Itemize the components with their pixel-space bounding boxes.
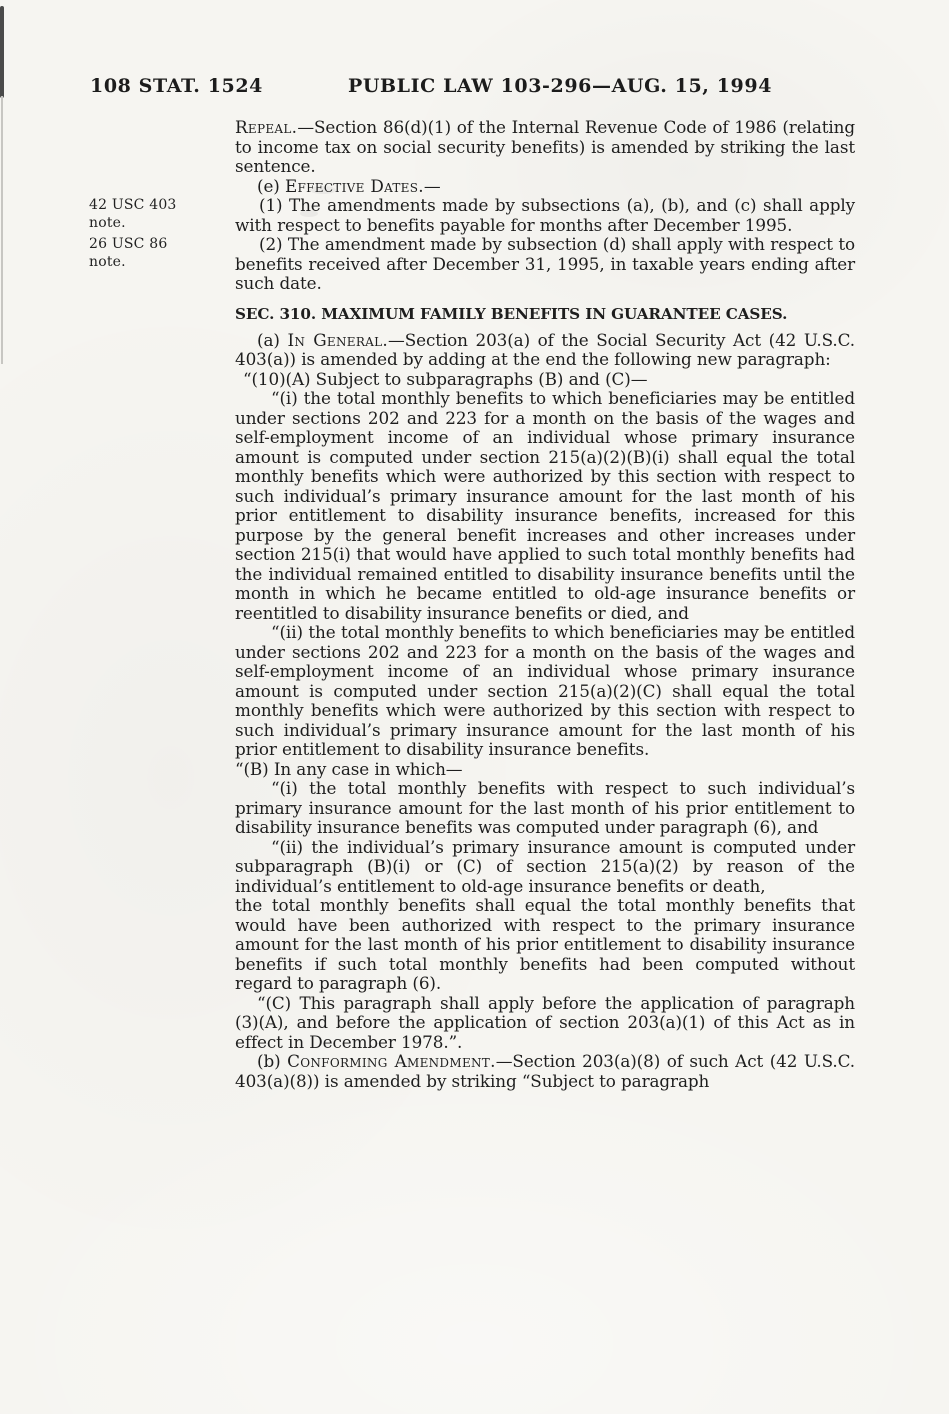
paragraph-10A-i: “(i) the total monthly benefits to which beneficiaries may be entitled under sections 202 and 223 for a month on the basis of the wages and self-employment income of an individual whose primary insurance amount is computed under section 215(a)(2)(B)(i) shall equal the total monthly benefits which were authorized by this section with respect to such individual’s primary insurance amount for the last month of his prior entitlement to disability insurance benefits, increased for this purpose by the general benefit increases and other increases under section 215(i) that would have applied to such total monthly benefits had the individual remained entitled to disability insurance benefits until the month in which he became entitled to old-age insurance benefits or reentitled to disability insurance benefits or died, and — [235, 388, 855, 623]
paragraph-effective-1 — [89, 195, 855, 235]
repeal-text: —Section 86(d)(1) of the Internal Revenue Code of 1986 (relating to income tax on social security benefits) is amended by striking the last sentence. — [235, 117, 855, 176]
page-header — [0, 0, 949, 110]
paragraph-repeal — [235, 118, 855, 177]
b-lead: Conforming Amendment. — [287, 1051, 496, 1071]
margin-note-citation: 26 USC 86 — [89, 236, 168, 252]
scan-edge-artifact-faint — [1, 96, 3, 364]
paragraph-a-in-general — [235, 331, 855, 370]
paragraph-10B-i: “(i) the total monthly benefits with respect to such individual’s primary insurance amount for the last month of his prior entitlement to disability insurance benefits was computed under paragraph (6), and — [235, 778, 855, 837]
public-law-title: PUBLIC LAW 103-296—AUG. 15, 1994 — [347, 75, 773, 97]
margin-note-suffix: note. — [89, 214, 126, 231]
margin-note-citation: 42 USC 403 — [89, 197, 177, 213]
b-text: —Section 203(a)(8) of such Act (42 U.S.C. 403(a)(8)) is amended by striking “Subject to paragraph — [235, 1051, 856, 1091]
paragraph-10A-ii: “(ii) the total monthly benefits to which beneficiaries may be entitled under sections 202 and 223 for a month on the basis of the wages and self-employment income of an individual whose primary insurance amount is computed under section 215(a)(2)(C) shall equal the total monthly benefits which were authorized by this section with respect to such individual’s primary insurance amount for the last month of his prior entitlement to disability insurance benefits. — [235, 622, 855, 759]
margin-note-26-usc-86 — [89, 236, 221, 271]
statute-body — [89, 117, 856, 1091]
b-prefix: (b) — [257, 1051, 288, 1071]
margin-note-42-usc-403 — [89, 197, 221, 232]
effective-2-text: (2) The amendment made by subsection (d) shall apply with respect to benefits received after December 31, 1995, in taxable years ending after such date. — [235, 234, 855, 293]
paragraph-effective-dates-heading — [235, 177, 855, 197]
paragraph-10A: “(10)(A) Subject to subparagraphs (B) and (C)— — [243, 368, 648, 389]
paragraph-effective-2 — [89, 234, 855, 294]
a-lead: In General. — [287, 329, 389, 350]
paragraph-10B-ii: “(ii) the individual’s primary insurance amount is computed under subparagraph (B)(i) or (C) of section 215(a)(2) by reason of the individual’s entitlement to old-age insurance benefits or death, — [235, 836, 855, 896]
section-310-heading: SEC. 310. MAXIMUM FAMILY BENEFITS IN GUARANTEE CASES. — [235, 304, 788, 323]
effective-dash: — — [423, 175, 441, 196]
effective-1-text: (1) The amendments made by subsections (a), (b), and (c) shall apply with respect to benefits payable for months after December 1995. — [235, 195, 855, 235]
repeal-lead: Repeal. — [235, 117, 298, 137]
effective-prefix: (e) — [257, 175, 285, 196]
margin-note-suffix: note. — [89, 253, 126, 270]
a-text: —Section 203(a) of the Social Security Act (42 U.S.C. 403(a)) is amended by adding at the end the following new paragraph: — [235, 329, 855, 369]
a-prefix: (a) — [257, 329, 288, 350]
effective-lead: Effective Dates. — [284, 175, 424, 196]
paragraph-b-conforming-amendment — [235, 1052, 855, 1091]
paragraph-10B-closing: the total monthly benefits shall equal the total monthly benefits that would have been authorized with respect to the primary insurance amount for the last month of his prior entitlement to disability insurance benefits if such total monthly benefits had been computed without regard to paragraph (6). — [235, 895, 855, 993]
paragraph-10C: “(C) This paragraph shall apply before the application of paragraph (3)(A), and before the application of section 203(a)(1) of this Act as in effect in December 1978.”. — [235, 992, 855, 1052]
stat-page-number: 108 STAT. 1524 — [90, 75, 263, 97]
paragraph-10B: “(B) In any case in which— — [235, 758, 463, 779]
